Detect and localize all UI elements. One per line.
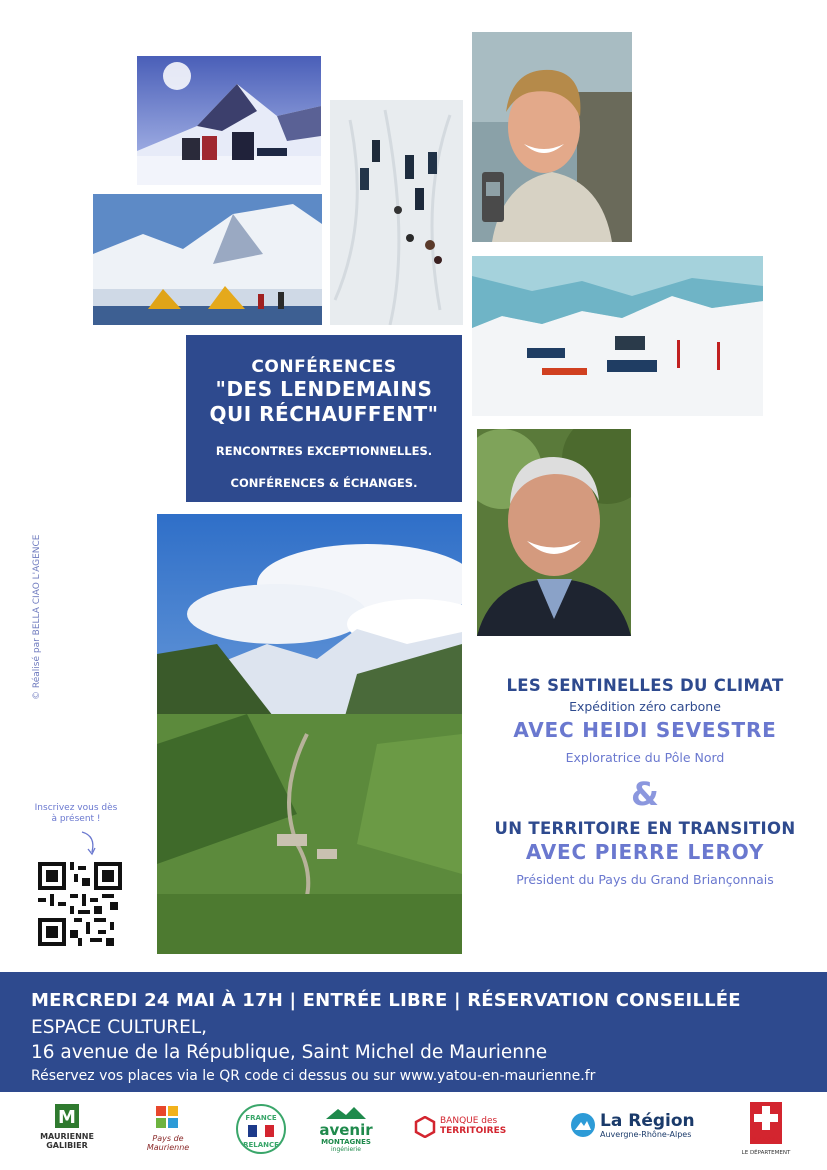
event-date-line: MERCREDI 24 MAI À 17H | ENTRÉE LIBRE | RÉSERVATION CONSEILLÉE: [31, 990, 741, 1011]
title-line-1: CONFÉRENCES: [251, 357, 397, 377]
speaker1-talk-title: LES SENTINELLES DU CLIMAT: [506, 676, 784, 695]
event-info-band: [0, 972, 827, 1092]
logo-la-region: [570, 1112, 704, 1139]
avenir-line-2: MONTAGNES: [321, 1138, 371, 1146]
savoie-line-1: SAVOIE: [751, 1136, 781, 1144]
avenir-line-3: ingénierie: [331, 1146, 361, 1153]
flag-icon: [248, 1125, 274, 1137]
banque-line-1: BANQUE des: [440, 1116, 498, 1126]
maurienne-line-2: GALIBIER: [46, 1141, 88, 1150]
qr-label-line-2: à présent !: [51, 814, 101, 824]
partner-logos: [0, 1092, 827, 1170]
subtitle-line-1: RENCONTRES EXCEPTIONNELLES.: [215, 444, 433, 458]
photo-pierre-leroy: [477, 429, 631, 636]
speaker2-talk-title: UN TERRITOIRE EN TRANSITION: [494, 819, 796, 838]
maurienne-line-1: MAURIENNE: [40, 1132, 94, 1141]
agency-credit: © Réalisé par BELLA CIAO L'AGENCE: [32, 534, 42, 700]
conference-title-box: [186, 335, 462, 502]
speakers-block: [470, 676, 820, 887]
qr-label: [28, 803, 124, 825]
speaker2-name: AVEC PIERRE LEROY: [525, 840, 765, 864]
photo-glacier-camp: [472, 256, 763, 416]
speaker1-name: AVEC HEIDI SEVESTRE: [513, 718, 777, 742]
banque-hexagon-icon: [414, 1116, 436, 1138]
region-line-1: La Région: [600, 1111, 695, 1131]
logo-pays-maurienne: [132, 1104, 204, 1152]
qr-code[interactable]: [38, 862, 122, 946]
curved-arrow-icon: [78, 830, 102, 858]
qr-label-line-1: Inscrivez vous dès: [34, 803, 118, 813]
subtitle-line-2: CONFÉRENCES & ÉCHANGES.: [230, 476, 418, 490]
logo-banque-territoires: [414, 1116, 534, 1138]
avenir-line-1: avenir: [319, 1121, 373, 1139]
speaker1-talk-subtitle: Expédition zéro carbone: [569, 699, 721, 714]
speaker2-role: Président du Pays du Grand Briançonnais: [516, 872, 774, 887]
region-line-2: Auvergne-Rhône-Alpes: [600, 1130, 692, 1139]
photo-heidi-sevestre: [472, 32, 632, 242]
logo-maurienne-galibier: [30, 1104, 104, 1150]
pays-maurienne-text: Pays de Maurienne: [146, 1134, 190, 1152]
france-line-1: FRANCE: [245, 1114, 277, 1122]
region-icon: [570, 1112, 596, 1138]
photo-tents-on-ice: [93, 194, 322, 325]
photo-aerial-sleds: [330, 100, 463, 325]
photo-snow-camp-sun: [137, 56, 321, 185]
banque-line-2: TERRITOIRES: [440, 1126, 507, 1136]
pays-maurienne-icon: [153, 1104, 183, 1130]
svg-text:M: M: [58, 1107, 76, 1128]
event-venue: ESPACE CULTUREL,: [31, 1017, 208, 1038]
savoie-line-2: LE DÉPARTEMENT: [741, 1150, 791, 1156]
event-booking[interactable]: Réservez vos places via le QR code ci dessus ou sur www.yatou-en-maurienne.fr: [31, 1068, 596, 1084]
speaker1-role: Exploratrice du Pôle Nord: [565, 750, 725, 765]
event-address: 16 avenue de la République, Saint Michel de Maurienne: [31, 1042, 548, 1063]
france-line-2: RELANCE: [243, 1141, 279, 1149]
maurienne-m-icon: [55, 1104, 79, 1128]
logo-france-relance: [236, 1104, 286, 1154]
photo-maurienne-valley: [157, 514, 462, 954]
logo-avenir-montagnes: [316, 1104, 376, 1153]
mountain-icon: [326, 1107, 366, 1119]
ampersand: &: [631, 775, 659, 813]
title-line-2: "DES LENDEMAINS: [215, 377, 433, 401]
logo-savoie: [740, 1102, 792, 1156]
title-line-3: QUI RÉCHAUFFENT": [209, 402, 439, 426]
